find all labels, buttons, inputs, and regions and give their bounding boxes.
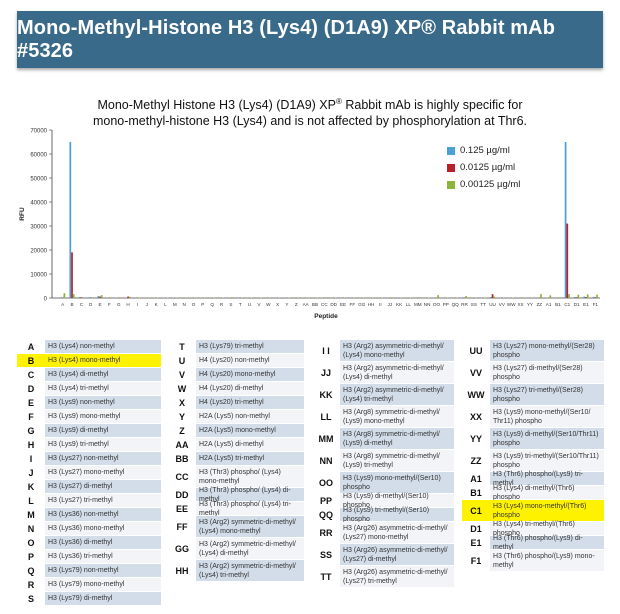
- peptide-code: M: [27, 509, 35, 520]
- peptide-row: [462, 428, 604, 450]
- bar-F-series-3: [110, 297, 112, 298]
- peptide-row: [17, 536, 161, 550]
- bar-C1-series-2: [566, 224, 568, 298]
- bar-B-series-1: [69, 142, 71, 298]
- y-tick-label: 10000: [30, 272, 47, 279]
- peptide-code: V: [178, 369, 185, 380]
- bar-G-series-3: [120, 297, 122, 298]
- x-tick-label: O: [191, 302, 196, 307]
- x-tick-label: D1: [573, 302, 580, 307]
- legend-swatch: [447, 164, 455, 172]
- peptide-description: H3 (Lys9) di-methyl/(Ser10/Thr11) phospho: [490, 428, 604, 449]
- x-tick-label: T: [238, 302, 242, 307]
- x-tick-label: QQ: [451, 302, 459, 307]
- peptide-code: WW: [467, 389, 485, 400]
- peptide-row: [168, 382, 304, 396]
- peptide-code: P: [27, 551, 34, 562]
- peptide-description: H3 (Lys4) non-methyl: [45, 340, 161, 353]
- x-tick-label: AA: [302, 302, 309, 307]
- peptide-code: F: [28, 411, 34, 422]
- peptide-description: H3 (Lys4) mono-methyl: [45, 354, 161, 367]
- peptide-column-2: [168, 340, 304, 582]
- peptide-row: [17, 592, 161, 606]
- bar-A-series-3: [64, 293, 66, 298]
- peptide-description: H4 (Lys20) non-methyl: [196, 354, 304, 367]
- peptide-row: [17, 438, 161, 452]
- subtitle-registered: ®: [335, 97, 342, 106]
- peptide-description: H3 (Thr3) phospho/ (Lys4) mono-methyl: [196, 466, 304, 487]
- peptide-row: [168, 538, 304, 560]
- peptide-code: H: [27, 439, 35, 450]
- peptide-row: [168, 452, 304, 466]
- bar-chart: [0, 122, 620, 327]
- peptide-description: H4 (Lys20) mono-methyl: [196, 368, 304, 381]
- x-tick-label: Q: [210, 302, 214, 307]
- y-tick-label: 0: [43, 296, 47, 303]
- peptide-code: DD: [175, 489, 189, 500]
- page-title: Mono-Methyl-Histone H3 (Lys4) (D1A9) XP® Rabbit mAb #5326: [17, 16, 556, 62]
- peptide-row: [17, 410, 161, 424]
- x-tick-label: Z: [294, 302, 298, 307]
- peptide-code: A: [27, 341, 35, 352]
- peptide-row: [168, 502, 304, 516]
- x-tick-label: HH: [367, 302, 375, 307]
- peptide-code: UU: [469, 345, 483, 356]
- peptide-code: U: [178, 355, 186, 366]
- peptide-code: D: [27, 383, 35, 394]
- bar-D1-series-3: [577, 295, 579, 298]
- bar-RR-series-3: [465, 296, 467, 298]
- peptide-key-tables: [0, 340, 620, 610]
- peptide-description: H4 (Lys20) di-methyl: [196, 382, 304, 395]
- peptide-description: H3 (Arg8) symmetric-di-methyl/ (Lys9) mono-methyl: [340, 406, 454, 427]
- x-tick-label: XX: [517, 302, 524, 307]
- peptide-code: VV: [469, 367, 482, 378]
- y-tick-label: 70000: [30, 128, 47, 135]
- bar-E-series-2: [99, 297, 101, 298]
- peptide-description: H3 (Arg2) symmetric-di-methyl/ (Lys4) tri-methyl: [196, 560, 304, 581]
- peptide-description: H3 (Lys27) tri-methyl: [45, 494, 161, 507]
- bar-C-series-1: [79, 297, 81, 298]
- x-tick-label: KK: [396, 302, 403, 307]
- peptide-row: [17, 494, 161, 508]
- x-tick-label: ZZ: [536, 302, 543, 307]
- y-tick-label: 20000: [30, 248, 47, 255]
- title-banner: [17, 11, 603, 68]
- peptide-code: RR: [319, 527, 333, 538]
- bar-A-series-1: [60, 297, 62, 298]
- subtitle-line1a: Mono-Methyl Histone H3 (Lys4) (D1A9) XP: [97, 98, 336, 113]
- bar-E-series-3: [101, 295, 103, 298]
- peptide-description: H3 (Lys79) di-methyl: [45, 592, 161, 605]
- peptide-description: H3 (Lys79) non-methyl: [45, 564, 161, 577]
- peptide-description: H3 (Lys9) tri-methyl/(Ser10/Thr11) phospho: [490, 450, 604, 471]
- bar-XX-series-3: [521, 297, 523, 298]
- peptide-column-1: [17, 340, 161, 606]
- bar-UU-series-2: [492, 294, 494, 298]
- peptide-row: [168, 340, 304, 354]
- peptide-row: [17, 368, 161, 382]
- peptide-code: S: [27, 593, 34, 604]
- legend-label: 0.0125 µg/ml: [460, 162, 516, 173]
- peptide-row: [312, 428, 454, 450]
- bar-A1-series-3: [549, 295, 551, 298]
- peptide-row: [462, 550, 604, 572]
- peptide-row: [312, 544, 454, 566]
- peptide-code: FF: [176, 521, 188, 532]
- x-tick-label: B: [70, 302, 74, 307]
- peptide-row: [312, 508, 454, 522]
- peptide-description: H3 (Thr6) phospho/(Lys9) mono-methyl: [490, 550, 604, 571]
- peptide-code: K: [27, 481, 35, 492]
- x-tick-label: X: [276, 302, 280, 307]
- peptide-description: H3 (Arg2) symmetric-di-methyl/ (Lys4) mono-methyl: [196, 516, 304, 537]
- peptide-description: H3 (Lys4) tri-methyl: [45, 382, 161, 395]
- x-tick-label: J: [145, 302, 148, 307]
- peptide-description: H3 (Thr6) phospho/(Lys9) di-methyl: [490, 536, 604, 549]
- x-tick-label: GG: [358, 302, 366, 307]
- x-tick-label: OO: [432, 302, 441, 307]
- bar-MM-series-3: [419, 297, 421, 298]
- peptide-row: [17, 578, 161, 592]
- x-tick-label: C1: [564, 302, 571, 307]
- x-tick-label: BB: [311, 302, 319, 307]
- x-tick-label: RR: [461, 302, 468, 307]
- x-tick-label: YY: [526, 302, 533, 307]
- peptide-description: H3 (Arg8) symmetric-di-methyl/ (Lys9) di-methyl: [340, 428, 454, 449]
- peptide-row: [312, 340, 454, 362]
- legend-item: [447, 142, 520, 159]
- peptide-code: YY: [469, 433, 482, 444]
- x-tick-label: Y: [285, 302, 289, 307]
- peptide-description: H3 (Lys9) mono-methyl: [45, 410, 161, 423]
- peptide-row: [17, 424, 161, 438]
- y-tick-label: 30000: [30, 224, 47, 231]
- peptide-code: GG: [174, 543, 189, 554]
- peptide-description: H3 (Lys4) mono-methyl/(Thr6) phospho: [490, 500, 604, 521]
- x-tick-label: MM: [413, 302, 422, 307]
- peptide-row: [312, 566, 454, 588]
- peptide-description: H3 (Arg2) asymmetric-di-methyl/ (Lys4) di-methyl: [340, 362, 454, 383]
- x-tick-label: NN: [423, 302, 431, 307]
- bar-E1-series-3: [587, 294, 589, 298]
- bar-JJ-series-3: [391, 297, 393, 298]
- peptide-description: H3 (Lys4) di-methyl: [45, 368, 161, 381]
- peptide-row: [168, 354, 304, 368]
- x-tick-label: SS: [470, 302, 477, 307]
- x-tick-label: CC: [321, 302, 328, 307]
- peptide-row: [312, 384, 454, 406]
- peptide-code: MM: [318, 433, 334, 444]
- peptide-row: [168, 438, 304, 452]
- peptide-description: H3 (Lys9) non-methyl: [45, 396, 161, 409]
- peptide-code: E1: [470, 537, 482, 548]
- x-tick-label: M: [172, 302, 177, 307]
- y-axis-title: RFU: [19, 207, 26, 221]
- peptide-row: [462, 536, 604, 550]
- x-tick-label: P: [201, 302, 205, 307]
- peptide-code: PP: [319, 495, 332, 506]
- bar-E1-series-1: [583, 297, 585, 298]
- legend-swatch: [447, 147, 455, 155]
- chart-legend: [447, 142, 520, 193]
- peptide-code: NN: [319, 455, 333, 466]
- peptide-description: H3 (Lys9) di-methyl: [45, 424, 161, 437]
- bar-B1-series-3: [559, 297, 561, 298]
- peptide-description: H3 (Lys36) non-methyl: [45, 508, 161, 521]
- x-tick-label: D: [89, 302, 93, 307]
- peptide-description: H2A (Lys5) non-methyl: [196, 410, 304, 423]
- bar-C1-series-3: [568, 294, 570, 298]
- peptide-row: [168, 396, 304, 410]
- x-tick-label: K: [154, 302, 158, 307]
- peptide-description: H3 (Lys27) tri-methyl/(Ser28) phospho: [490, 384, 604, 405]
- peptide-row: [168, 560, 304, 582]
- x-tick-label: E: [98, 302, 102, 307]
- peptide-description: H3 (Lys79) mono-methyl: [45, 578, 161, 591]
- bar-B-series-2: [71, 252, 73, 298]
- x-tick-label: VV: [498, 302, 505, 307]
- x-tick-label: EE: [339, 302, 347, 307]
- peptide-code: D1: [470, 523, 482, 534]
- peptide-code: R: [27, 579, 35, 590]
- peptide-description: H3 (Lys9) mono-methyl/(Ser10) phospho: [340, 472, 454, 493]
- peptide-code: OO: [318, 477, 333, 488]
- peptide-code: Y: [178, 411, 185, 422]
- peptide-code: TT: [320, 571, 332, 582]
- peptide-code: W: [177, 383, 187, 394]
- peptide-description: H3 (Lys4) tri-methyl/(Thr6) phospho: [490, 522, 604, 535]
- peptide-code: XX: [469, 411, 482, 422]
- peptide-code: LL: [320, 411, 332, 422]
- peptide-description: H3 (Lys27) di-methyl/(Ser28) phospho: [490, 362, 604, 383]
- bar-RR-series-1: [462, 297, 464, 298]
- peptide-code: F1: [470, 555, 482, 566]
- peptide-code: AA: [175, 439, 189, 450]
- bar-F1-series-3: [596, 295, 598, 298]
- peptide-code: ZZ: [470, 455, 482, 466]
- peptide-row: [462, 362, 604, 384]
- peptide-row: [17, 508, 161, 522]
- bar-D-series-1: [88, 297, 90, 298]
- y-tick-label: 40000: [30, 200, 47, 207]
- bar-C-series-2: [81, 297, 83, 298]
- bar-C1-series-1: [565, 142, 567, 298]
- peptide-row: [462, 340, 604, 362]
- peptide-description: H3 (Lys9) di-methyl/(Ser10) phospho: [340, 494, 454, 507]
- x-tick-label: II: [379, 302, 382, 307]
- x-tick-label: LL: [405, 302, 411, 307]
- bar-D1-series-2: [576, 297, 578, 298]
- peptide-description: H3 (Lys27) mono-methyl/(Ser28) phospho: [490, 340, 604, 361]
- peptide-description: H3 (Arg2) asymmetric-di-methyl/ (Lys4) tri-methyl: [340, 384, 454, 405]
- peptide-row: [17, 522, 161, 536]
- legend-item: [447, 159, 520, 176]
- x-tick-label: JJ: [387, 302, 393, 307]
- x-tick-label: B1: [555, 302, 561, 307]
- x-tick-label: A: [61, 302, 65, 307]
- x-tick-label: E1: [583, 302, 589, 307]
- peptide-code: C: [27, 369, 35, 380]
- peptide-row: [168, 424, 304, 438]
- x-tick-label: U: [247, 302, 252, 307]
- peptide-description: H3 (Lys9) mono-methyl/(Ser10/ Thr11) phospho: [490, 406, 604, 427]
- x-tick-label: WW: [506, 302, 516, 307]
- x-tick-label: C: [79, 302, 84, 307]
- x-tick-label: I: [136, 302, 139, 307]
- peptide-description: H3 (Arg2) symmetric-di-methyl/ (Lys4) di-methyl: [196, 538, 304, 559]
- x-tick-label: TT: [480, 302, 487, 307]
- peptide-description: H3 (Arg8) symmetric-di-methyl/ (Lys9) tri-methyl: [340, 450, 454, 471]
- x-tick-label: FF: [349, 302, 356, 307]
- peptide-row: [312, 362, 454, 384]
- peptide-description: H4 (Lys20) tri-methyl: [196, 396, 304, 409]
- peptide-row: [17, 466, 161, 480]
- peptide-row: [17, 354, 161, 368]
- peptide-code: JJ: [320, 367, 331, 378]
- bar-UU-series-3: [493, 297, 495, 298]
- peptide-code: QQ: [318, 509, 333, 520]
- peptide-code: CC: [175, 471, 189, 482]
- bar-CC-series-3: [325, 297, 327, 298]
- peptide-row: [462, 486, 604, 500]
- bar-F1-series-2: [594, 297, 596, 298]
- bar-ZZ-series-3: [540, 294, 542, 298]
- peptide-description: H3 (Thr3) phospho/ (Lys4) tri-methyl: [196, 502, 304, 515]
- peptide-code: I I: [322, 345, 330, 356]
- bar-C-series-3: [82, 297, 84, 298]
- peptide-code: L: [28, 495, 34, 506]
- peptide-code: J: [28, 467, 34, 478]
- peptide-row: [17, 550, 161, 564]
- peptide-description: H3 (Lys36) tri-methyl: [45, 550, 161, 563]
- peptide-code: EE: [175, 503, 188, 514]
- peptide-description: H2A (Lys5) di-methyl: [196, 438, 304, 451]
- legend-label: 0.00125 µg/ml: [460, 179, 521, 190]
- x-tick-label: W: [266, 302, 271, 307]
- x-tick-label: L: [164, 302, 167, 307]
- bar-D-series-3: [92, 297, 94, 298]
- peptide-description: H3 (Lys27) di-methyl: [45, 480, 161, 493]
- legend-label: 0.125 µg/ml: [460, 145, 510, 156]
- peptide-row: [168, 410, 304, 424]
- y-tick-label: 60000: [30, 152, 47, 159]
- peptide-description: H3 (Lys36) mono-methyl: [45, 522, 161, 535]
- peptide-code: Z: [179, 425, 185, 436]
- legend-swatch: [447, 181, 455, 189]
- peptide-row: [17, 452, 161, 466]
- peptide-description: H3 (Arg2) asymmetric-di-methyl/ (Lys4) mono-methyl: [340, 340, 454, 361]
- peptide-code: E: [27, 397, 34, 408]
- bar-D1-series-1: [574, 297, 576, 298]
- peptide-description: H3 (Arg26) asymmetric-di-methyl/ (Lys27) di-methyl: [340, 544, 454, 565]
- peptide-description: H3 (Lys9) tri-methyl: [45, 438, 161, 451]
- x-tick-label: PP: [442, 302, 449, 307]
- bar-F1-series-1: [593, 297, 595, 298]
- peptide-description: H2A (Lys5) mono-methyl: [196, 424, 304, 437]
- x-axis-title: Peptide: [314, 313, 338, 320]
- peptide-description: H3 (Arg26) asymmetric-di-methyl/ (Lys27) tri-methyl: [340, 566, 454, 587]
- peptide-description: H3 (Arg26) asymmetric-di-methyl/ (Lys27) mono-methyl: [340, 522, 454, 543]
- bar-OO-series-3: [437, 295, 439, 298]
- peptide-column-3: [312, 340, 454, 588]
- peptide-code: N: [27, 523, 35, 534]
- peptide-code: SS: [319, 549, 332, 560]
- peptide-code: O: [27, 537, 35, 548]
- peptide-column-4: [462, 340, 604, 572]
- peptide-row: [17, 480, 161, 494]
- peptide-code: B1: [470, 487, 482, 498]
- peptide-description: H3 (Thr3) phospho/ (Lys4) di-methyl: [196, 488, 304, 501]
- peptide-code: Q: [27, 565, 35, 576]
- x-tick-label: N: [182, 302, 186, 307]
- x-tick-label: F1: [592, 302, 599, 307]
- x-tick-label: UU: [489, 302, 496, 307]
- peptide-code: C1: [462, 500, 490, 521]
- bar-H-series-3: [129, 297, 131, 298]
- peptide-description: H3 (Lys27) non-methyl: [45, 452, 161, 465]
- bar-E-series-1: [98, 296, 100, 298]
- peptide-row: [462, 406, 604, 428]
- peptide-code: T: [179, 341, 185, 352]
- peptide-description: H2A (Lys5) tri-methyl: [196, 452, 304, 465]
- x-tick-label: F: [107, 302, 111, 307]
- bar-S-series-3: [232, 297, 234, 298]
- peptide-row: [462, 384, 604, 406]
- legend-item: [447, 176, 520, 193]
- x-tick-label: V: [257, 302, 261, 307]
- x-tick-label: H: [126, 302, 130, 307]
- bar-E1-series-2: [585, 297, 587, 298]
- y-tick-label: 50000: [30, 176, 47, 183]
- subtitle-line1b: Rabbit mAb is highly specific for: [341, 98, 523, 113]
- peptide-code: B: [17, 354, 45, 367]
- peptide-code: A1: [470, 473, 482, 484]
- peptide-code: I: [29, 453, 33, 464]
- peptide-code: BB: [175, 453, 189, 464]
- bar-H-series-2: [127, 297, 129, 298]
- peptide-row: [312, 522, 454, 544]
- peptide-row: [17, 564, 161, 578]
- x-tick-label: A1: [545, 302, 552, 307]
- subtitle-line2: mono-methyl-histone H3 (Lys4) and is not affected by phosphorylation at Thr6.: [92, 114, 528, 129]
- bar-UU-series-1: [490, 297, 492, 298]
- peptide-row: [168, 516, 304, 538]
- peptide-row: [17, 396, 161, 410]
- peptide-description: H3 (Lys36) di-methyl: [45, 536, 161, 549]
- x-tick-label: R: [219, 302, 224, 307]
- peptide-row: [312, 450, 454, 472]
- peptide-row: [17, 382, 161, 396]
- peptide-row: [168, 368, 304, 382]
- peptide-code: G: [27, 425, 35, 436]
- peptide-description: H3 (Lys4) di-methyl/(Thr6) phospho: [490, 486, 604, 499]
- peptide-description: H3 (Thr6) phospho/(Lys9) tri-methyl: [490, 472, 604, 485]
- peptide-description: H3 (Lys27) mono-methyl: [45, 466, 161, 479]
- peptide-code: X: [178, 397, 185, 408]
- peptide-description: H3 (Lys9) tri-methyl/(Ser10) phospho: [340, 508, 454, 521]
- peptide-code: KK: [319, 389, 333, 400]
- peptide-description: H3 (Lys79) tri-methyl: [196, 340, 304, 353]
- bar-B-series-3: [73, 294, 75, 298]
- x-tick-label: S: [229, 302, 233, 307]
- peptide-code: HH: [175, 565, 189, 576]
- peptide-row: [17, 340, 161, 354]
- peptide-row: [312, 406, 454, 428]
- x-tick-label: DD: [330, 302, 337, 307]
- x-tick-label: G: [116, 302, 121, 307]
